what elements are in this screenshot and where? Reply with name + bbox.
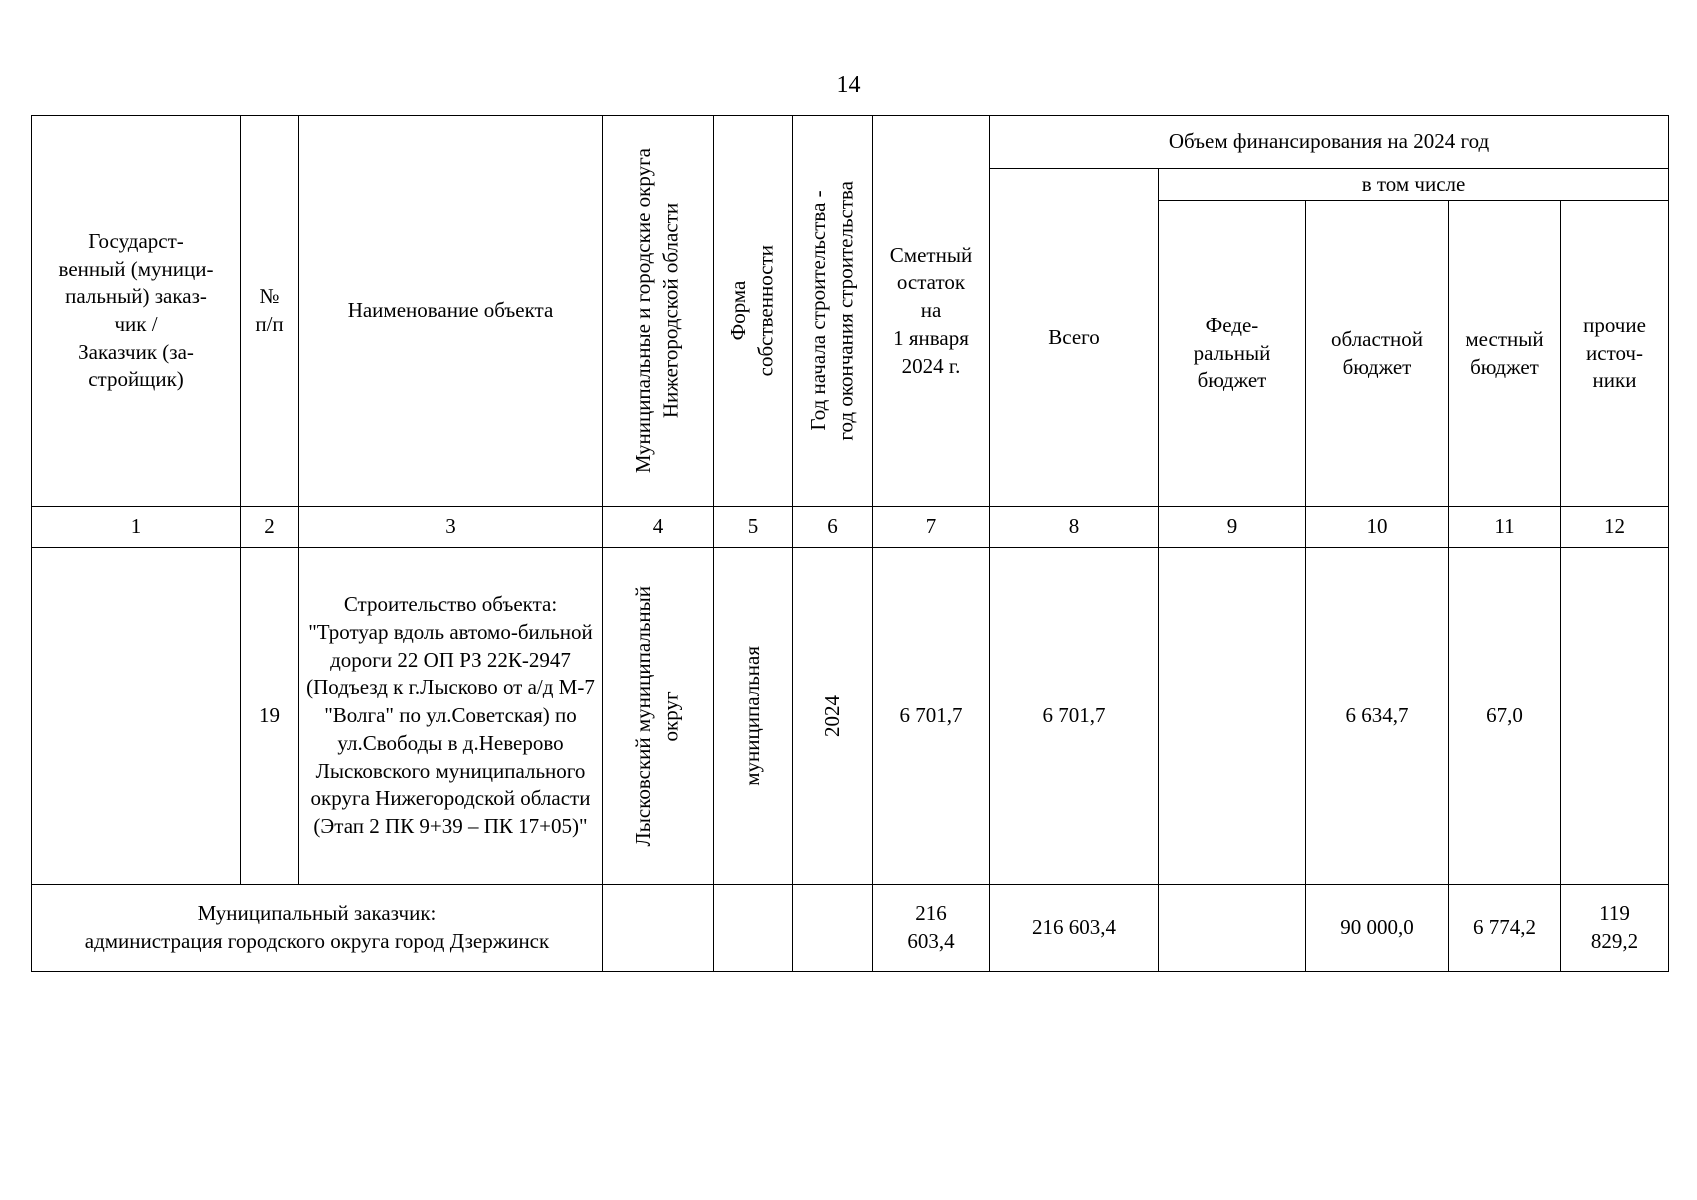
column-number: 8 [990,507,1159,548]
row-ownership: муниципальная [714,548,793,885]
header-estimate: Сметный остаток на 1 января 2024 г. [873,116,990,507]
header-other: прочие источ- ники [1561,201,1669,507]
row-federal [1159,548,1306,885]
header-num: № п/п [241,116,299,507]
column-number: 4 [603,507,714,548]
summary-empty [714,885,793,972]
table-row [32,548,1669,885]
summary-federal [1159,885,1306,972]
row-regional: 6 634,7 [1306,548,1449,885]
row-local: 67,0 [1449,548,1561,885]
header-including: в том числе [1159,169,1669,201]
column-number: 6 [793,507,873,548]
summary-estimate: 216 603,4 [873,885,990,972]
row-customer [32,548,241,885]
row-other [1561,548,1669,885]
header-municipality: Муниципальные и городские округа Нижегородской области [603,116,714,507]
row-total: 6 701,7 [990,548,1159,885]
column-number: 12 [1561,507,1669,548]
row-years: 2024 [793,548,873,885]
header-row-1 [32,116,1669,169]
header-customer: Государст- венный (муници- пальный) заказ- чик / Заказчик (за- стройщик) [32,116,241,507]
header-total: Всего [990,169,1159,507]
summary-empty [793,885,873,972]
header-ownership: Форма собственности [714,116,793,507]
row-num: 19 [241,548,299,885]
summary-regional: 90 000,0 [1306,885,1449,972]
header-financing: Объем финансирования на 2024 год [990,116,1669,169]
row-estimate: 6 701,7 [873,548,990,885]
column-number: 10 [1306,507,1449,548]
page-number: 14 [836,72,861,98]
summary-empty [603,885,714,972]
row-object-name: Строительство объекта: "Тротуар вдоль автомо-бильной дороги 22 ОП РЗ 22К-2947 (Подъезд к г.Лысково от а/д М-7 "Волга" по ул.Советская) по ул.Свободы в д.Неверово Лысковского муниципального округа Нижегородской области (Этап 2 ПК 9+39 – ПК 17+05)" [299,548,603,885]
column-number: 7 [873,507,990,548]
column-number: 2 [241,507,299,548]
column-number: 1 [32,507,241,548]
column-number: 5 [714,507,793,548]
column-number: 9 [1159,507,1306,548]
summary-row [32,885,1669,972]
summary-label: Муниципальный заказчик: администрация городского округа город Дзержинск [32,885,603,972]
header-years: Год начала строительства - год окончания строительства [793,116,873,507]
column-number: 11 [1449,507,1561,548]
header-object-name: Наименование объекта [299,116,603,507]
header-local: местный бюджет [1449,201,1561,507]
header-regional: областной бюджет [1306,201,1449,507]
column-number: 3 [299,507,603,548]
header-federal: Феде- ральный бюджет [1159,201,1306,507]
summary-other: 119 829,2 [1561,885,1669,972]
row-municipality: Лысковский муниципальный округ [603,548,714,885]
summary-total: 216 603,4 [990,885,1159,972]
column-numbers-row [32,507,1669,548]
financing-table [31,115,1669,972]
summary-local: 6 774,2 [1449,885,1561,972]
